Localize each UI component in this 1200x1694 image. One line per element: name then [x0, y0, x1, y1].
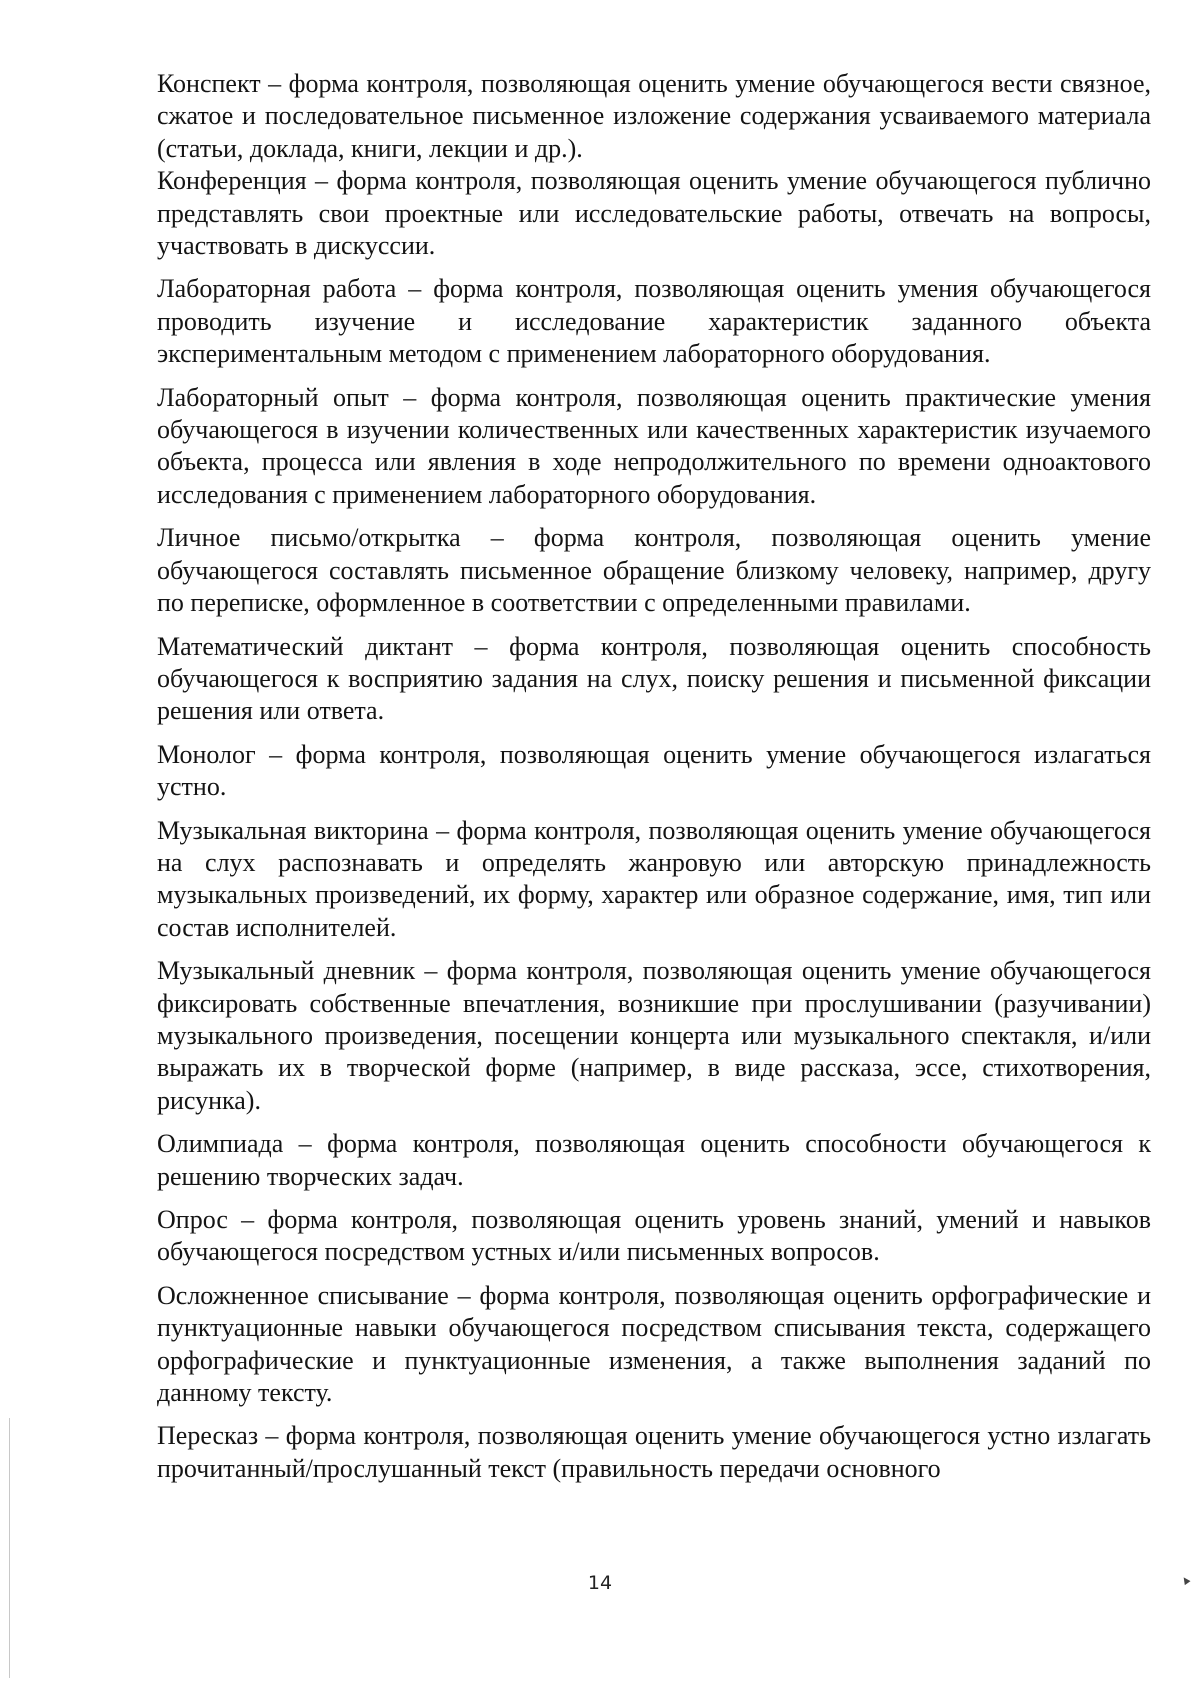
paragraph-monolog: Монолог – форма контроля, позволяющая оценить умение обучающегося излагаться устно. [157, 739, 1151, 802]
paragraph-laboratornaya-rabota: Лабораторная работа – форма контроля, позволяющая оценить умения обучающегося проводить изучение и исследование характеристик заданного объекта экспериментальным методом с применением лабораторного оборудования. [157, 274, 1151, 369]
paragraph-lichnoe-pismo: Личное письмо/открытка – форма контроля, позволяющая оценить умение обучающегося составлять письменное обращение близкому человеку, например, другу по переписке, оформленное в соответствии с определенными правилами. [157, 523, 1151, 618]
scan-edge-line [9, 1418, 10, 1678]
paragraph-opros: Опрос – форма контроля, позволяющая оценить уровень знаний, умений и навыков обучающегося посредством устных и/или письменных вопросов. [157, 1205, 1151, 1267]
paragraph-olimpiada: Олимпиада – форма контроля, позволяющая оценить способности обучающегося к решению творческих задач. [157, 1129, 1151, 1191]
scan-artifact-mark: ▴ [1178, 1571, 1193, 1589]
paragraph-konferentsiya: Конференция – форма контроля, позволяющая оценить умение обучающегося публично представлять свои проектные или исследовательские работы, отвечать на вопросы, участвовать в дискуссии. [157, 166, 1151, 261]
paragraph-oslozhnennoe-spisyvanie: Осложненное списывание – форма контроля, позволяющая оценить орфографические и пунктуационные навыки обучающегося посредством списывания текста, содержащего орфографические и пунктуационные изменения, а также выполнения заданий по данному тексту. [157, 1280, 1151, 1408]
paragraph-konspekt: Конспект – форма контроля, позволяющая оценить умение обучающегося вести связное, сжатое и последовательное письменное изложение содержания усваиваемого материала (статьи, доклада, книги, лекции и др.). [157, 69, 1151, 163]
paragraph-laboratorny-opyt: Лабораторный опыт – форма контроля, позволяющая оценить практические умения обучающегося в изучении количественных или качественных характеристик изучаемого объекта, процесса или явления в ходе непродолжительного по времени одноактового исследования с применением лабораторного оборудования. [157, 382, 1151, 509]
paragraph-pereskaz: Пересказ – форма контроля, позволяющая оценить умение обучающегося устно излагать прочитанный/прослушанный текст (правильность передачи основного [157, 1421, 1151, 1483]
page-number: 14 [587, 1572, 613, 1594]
paragraph-matematichesky-diktant: Математический диктант – форма контроля, позволяющая оценить способность обучающегося к восприятию задания на слух, поиску решения и письменной фиксации решения или ответа. [157, 631, 1151, 726]
paragraph-muzykalny-dnevnik: Музыкальный дневник – форма контроля, позволяющая оценить умение обучающегося фиксировать собственные впечатления, возникшие при прослушивании (разучивании) музыкального произведения, посещении концерта или музыкального спектакля, и/или выражать их в творческой форме (например, в виде рассказа, эссе, стихотворения, рисунка). [157, 956, 1151, 1115]
document-body [157, 68, 1151, 1496]
paragraph-muzykalnaya-viktorina: Музыкальная викторина – форма контроля, позволяющая оценить умение обучающегося на слух распознавать и определять жанровую или авторскую принадлежность музыкальных произведений, их форму, характер или образное содержание, имя, тип или состав исполнителей. [157, 815, 1151, 942]
